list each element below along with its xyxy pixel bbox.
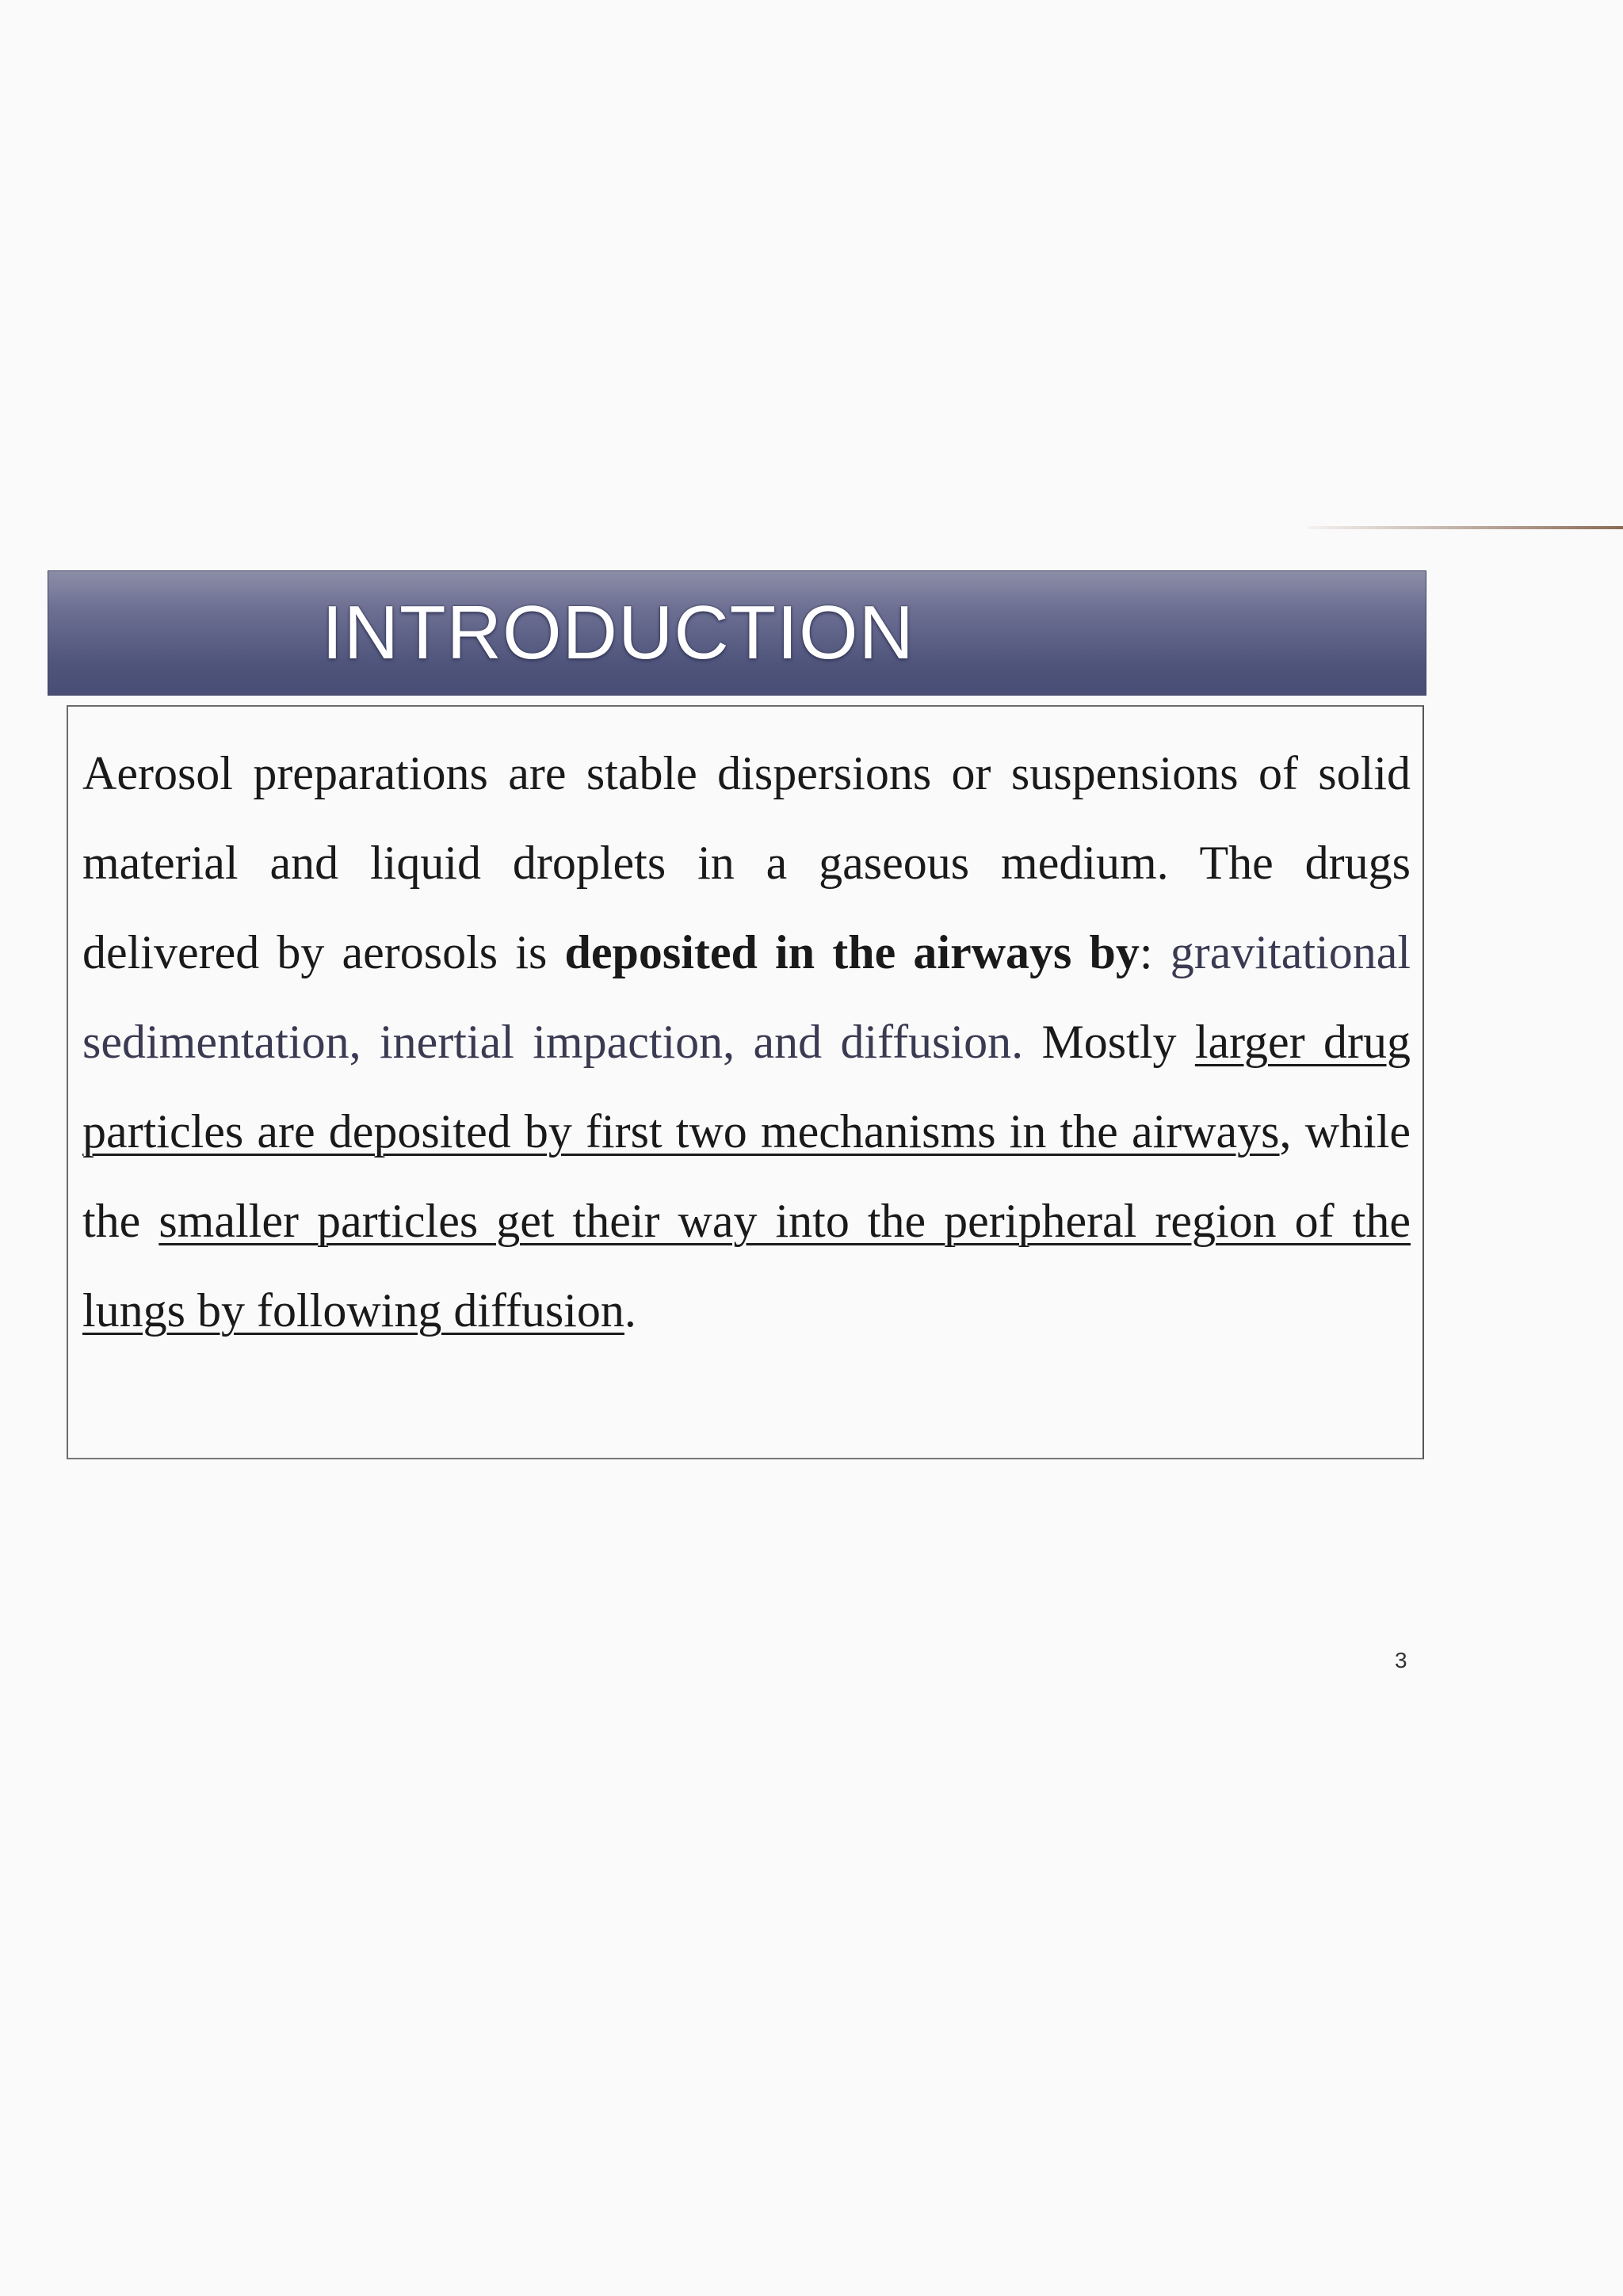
introduction-paragraph xyxy=(82,729,1411,1356)
underlined-phrase: smaller particles get their way into the peripheral region of the lungs by following diffusion xyxy=(82,1195,1411,1337)
paragraph-text: . xyxy=(624,1284,636,1337)
paragraph-text: Aerosol preparations are stable dispersions or suspensions of solid material and liquid droplets in a gaseous medium. The drugs delivered by aerosols is xyxy=(82,747,1411,978)
paragraph-text: , while the xyxy=(82,1105,1411,1247)
paragraph-text: Mostly xyxy=(1023,1016,1195,1068)
mechanisms-list: gravitational sedimentation, inertial impaction, and diffusion. xyxy=(82,926,1411,1068)
underlined-phrase: larger drug particles are deposited by first two mechanisms in the airways xyxy=(82,1016,1411,1158)
slide-title: INTRODUCTION xyxy=(322,590,915,675)
paragraph-text: : xyxy=(1139,926,1170,978)
page-number: 3 xyxy=(1395,1648,1407,1672)
bold-phrase: deposited in the airways by xyxy=(564,926,1140,978)
top-edge-rule xyxy=(1308,526,1623,529)
title-banner xyxy=(48,570,1426,696)
